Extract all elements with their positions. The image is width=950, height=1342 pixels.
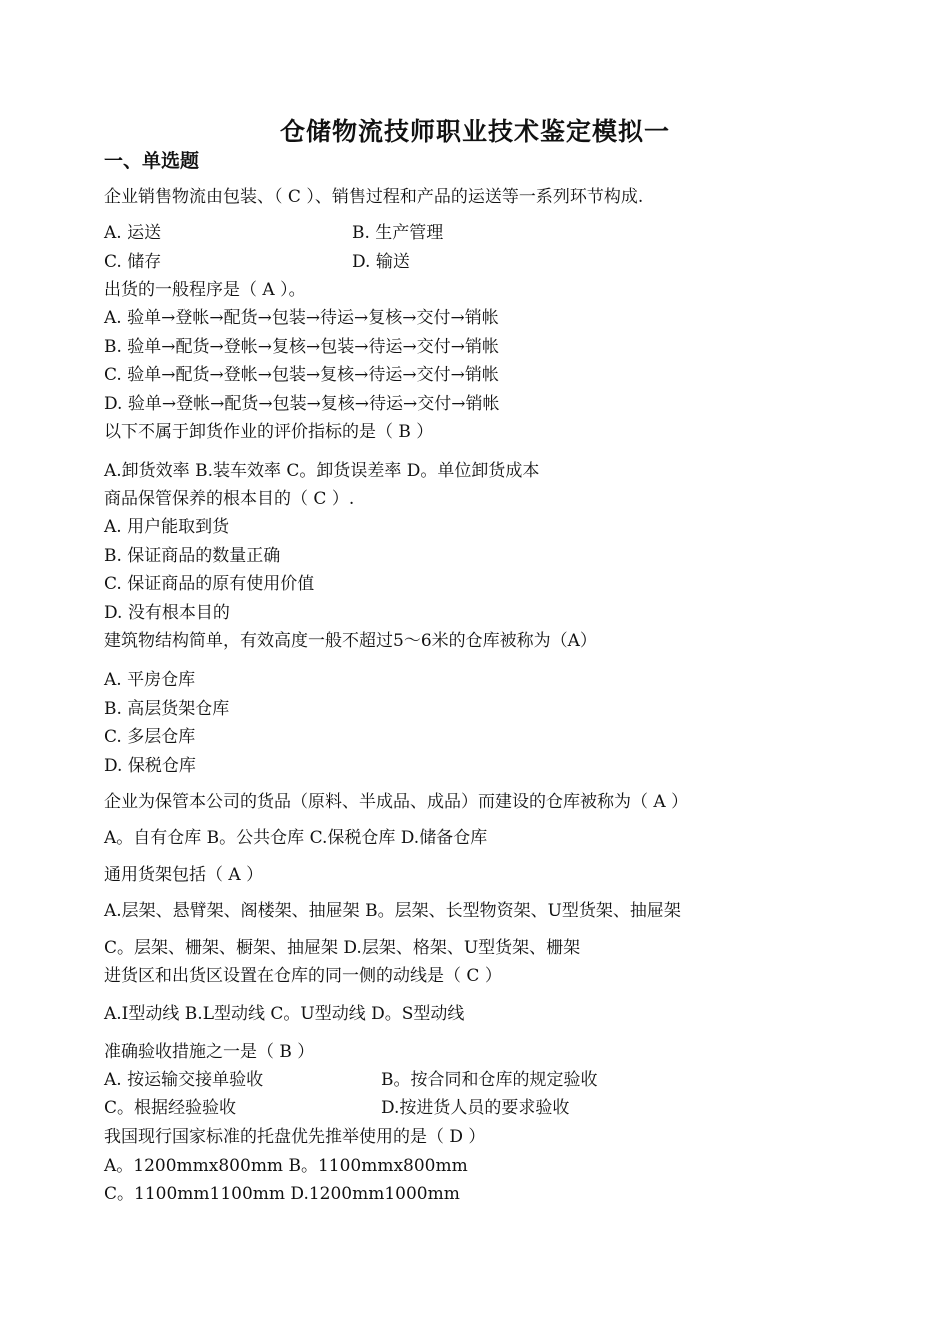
option-4c: C. 保证商品的原有使用价值 xyxy=(104,574,315,594)
options-7ab: A.层架、悬臂架、阁楼架、抽屉架 B。层架、长型物资架、U型货架、抽屉架 xyxy=(104,901,681,921)
section-heading: 一、单选题 xyxy=(104,150,200,172)
options-6: A。自有仓库 B。公共仓库 C.保税仓库 D.储备仓库 xyxy=(104,828,488,848)
question-5: 建筑物结构简单，有效高度一般不超过5～6米的仓库被称为（A） xyxy=(104,631,597,651)
question-3: 以下不属于卸货作业的评价指标的是（ B ） xyxy=(104,422,434,442)
options-10cd: C。1100mm1100mm D.1200mm1000mm xyxy=(104,1184,460,1204)
question-6: 企业为保管本公司的货品（原料、半成品、成品）而建设的仓库被称为（ A ） xyxy=(104,792,689,812)
option-5c: C. 多层仓库 xyxy=(104,727,196,747)
option-9b: B。按合同和仓库的规定验收 xyxy=(381,1070,598,1090)
question-10: 我国现行国家标准的托盘优先推举使用的是（ D ） xyxy=(104,1127,486,1147)
option-2a: A. 验单→登帐→配货→包装→待运→复核→交付→销帐 xyxy=(104,308,499,328)
option-4d: D. 没有根本目的 xyxy=(104,603,230,623)
option-1d: D. 输送 xyxy=(352,252,410,272)
question-1: 企业销售物流由包装、（ C ）、销售过程和产品的运送等一系列环节构成. xyxy=(104,187,644,207)
option-5b: B. 高层货架仓库 xyxy=(104,699,230,719)
question-9: 准确验收措施之一是（ B ） xyxy=(104,1042,315,1062)
question-8: 进货区和出货区设置在仓库的同一侧的动线是（ C ） xyxy=(104,966,502,986)
option-5a: A. 平房仓库 xyxy=(104,670,196,690)
options-10ab: A。1200mmx800mm B。1100mmx800mm xyxy=(104,1156,468,1176)
option-1a: A. 运送 xyxy=(104,223,162,243)
option-1b: B. 生产管理 xyxy=(352,223,444,243)
option-4a: A. 用户能取到货 xyxy=(104,517,230,537)
question-7: 通用货架包括（ A ） xyxy=(104,865,264,885)
options-8: A.I型动线 B.L型动线 C。U型动线 D。S型动线 xyxy=(104,1004,465,1024)
options-3: A.卸货效率 B.装车效率 C。卸货误差率 D。单位卸货成本 xyxy=(104,461,540,481)
option-5d: D. 保税仓库 xyxy=(104,756,196,776)
option-1c: C. 储存 xyxy=(104,252,162,272)
option-9d: D.按进货人员的要求验收 xyxy=(381,1098,570,1118)
page-title: 仓储物流技师职业技术鉴定模拟一 xyxy=(279,117,670,146)
options-7cd: C。层架、栅架、橱架、抽屉架 D.层架、格架、U型货架、栅架 xyxy=(104,938,581,958)
question-4: 商品保管保养的根本目的（ C ）. xyxy=(104,489,355,509)
question-2: 出货的一般程序是（ A ）。 xyxy=(104,280,306,300)
option-9a: A. 按运输交接单验收 xyxy=(104,1070,264,1090)
option-4b: B. 保证商品的数量正确 xyxy=(104,546,281,566)
option-9c: C。根据经验验收 xyxy=(104,1098,237,1118)
option-2c: C. 验单→配货→登帐→包装→复核→待运→交付→销帐 xyxy=(104,365,499,385)
option-2b: B. 验单→配货→登帐→复核→包装→待运→交付→销帐 xyxy=(104,337,500,357)
option-2d: D. 验单→登帐→配货→包装→复核→待运→交付→销帐 xyxy=(104,394,500,414)
